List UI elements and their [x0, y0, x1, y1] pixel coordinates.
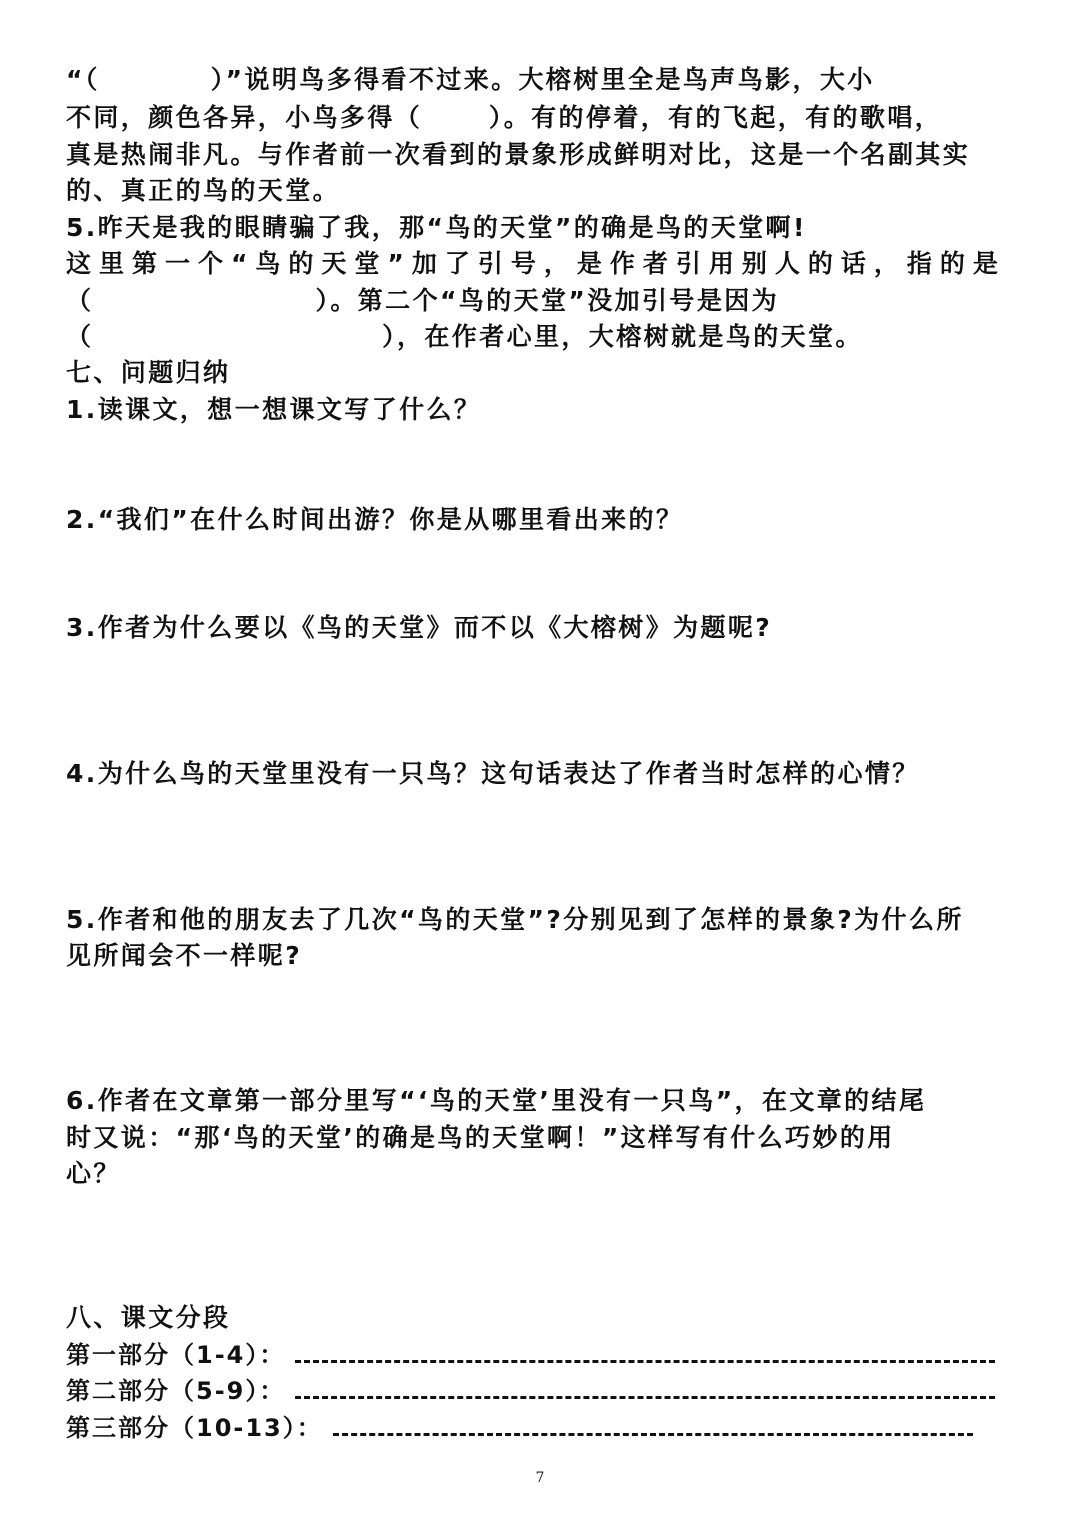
segment-part-1: [66, 1337, 995, 1373]
item4-line-3: 真是热闹非凡。与作者前一次看到的景象形成鲜明对比，这是一个名副其实: [66, 140, 971, 169]
question-3: 3.作者为什么要以《鸟的天堂》而不以《大榕树》为题呢?: [66, 613, 773, 642]
question-2: 2.“我们”在什么时间出游？你是从哪里看出来的？: [66, 505, 684, 534]
segment-part-2-blank[interactable]: [295, 1396, 995, 1399]
section8-heading: 八、课文分段: [66, 1303, 231, 1332]
segment-part-3: [66, 1410, 973, 1446]
segment-part-3-blank[interactable]: [333, 1433, 973, 1436]
question-4: 4.为什么鸟的天堂里没有一只鸟？这句话表达了作者当时怎样的心情？: [66, 759, 920, 788]
item5-line-3: （ ）。第二个“鸟的天堂”没加引号是因为: [66, 286, 780, 315]
segment-part-2-label: 第二部分（5-9）：: [66, 1377, 286, 1405]
question-5-line-2: 见所闻会不一样呢?: [66, 941, 303, 970]
segment-part-1-blank[interactable]: [295, 1360, 995, 1363]
question-1: 1.读课文，想一想课文写了什么？: [66, 395, 482, 424]
item5-line-2: 这里第一个“鸟的天堂”加了引号，是作者引用别人的话，指的是: [66, 249, 1006, 278]
question-5-line-1: 5.作者和他的朋友去了几次“鸟的天堂”?分别见到了怎样的景象?为什么所: [66, 905, 964, 934]
item4-line-1: “（ ）”说明鸟多得看不过来。大榕树里全是鸟声鸟影，大小: [66, 65, 875, 94]
item5-line-1: 5.昨天是我的眼睛骗了我，那“鸟的天堂”的确是鸟的天堂啊!: [66, 213, 807, 242]
item4-line-2: 不同，颜色各异，小鸟多得（ ）。有的停着，有的飞起，有的歌唱，: [66, 103, 943, 132]
segment-part-2: [66, 1373, 995, 1409]
segment-part-1-label: 第一部分（1-4）：: [66, 1341, 286, 1369]
page-number: 7: [535, 1470, 545, 1486]
question-6-line-2: 时又说：“那‘鸟的天堂’的确是鸟的天堂啊！”这样写有什么巧妙的用: [66, 1123, 895, 1152]
item5-line-4: （ ），在作者心里，大榕树就是鸟的天堂。: [66, 322, 863, 351]
section7-heading: 七、问题归纳: [66, 358, 231, 387]
segment-part-3-label: 第三部分（10-13）：: [66, 1414, 323, 1442]
question-6-line-3: 心？: [66, 1159, 121, 1188]
question-6-line-1: 6.作者在文章第一部分里写“‘鸟的天堂’里没有一只鸟”，在文章的结尾: [66, 1086, 927, 1115]
item4-line-4: 的、真正的鸟的天堂。: [66, 176, 341, 205]
